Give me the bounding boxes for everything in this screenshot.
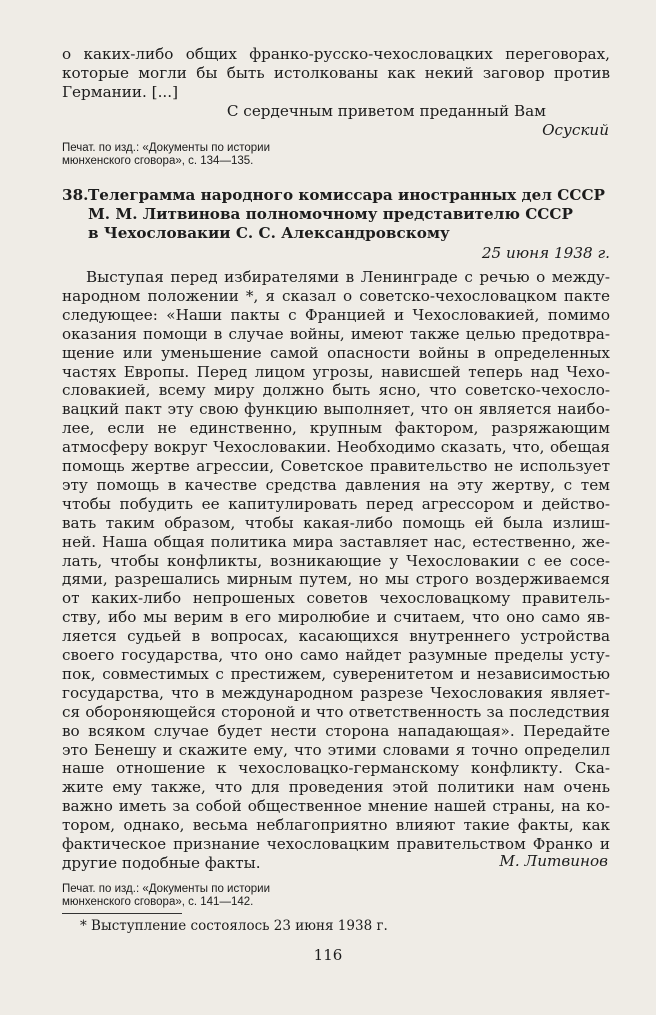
body-line: Выступая перед избирателями в Ленинграде с речью о между- bbox=[86, 268, 610, 286]
body-line: помощь жертве агрессии, Советское правительство не использует bbox=[62, 457, 610, 475]
body-line: от каких-либо непрошеных советов чехословацкому правитель- bbox=[62, 589, 610, 608]
text-line: которые могли бы быть истолкованы как некий заговор против bbox=[62, 64, 610, 82]
page-number: 116 bbox=[313, 946, 343, 964]
body-line: вацкий пакт эту свою функцию выполняет, что он является наибо- bbox=[62, 400, 610, 419]
body-line: другие подобные факты. bbox=[62, 853, 261, 872]
body-line: ляется судьей в вопросах, касающихся внутреннего устройства bbox=[62, 627, 610, 646]
body-line: эту помощь в качестве средства давления на эту жертву, с тем bbox=[62, 475, 610, 494]
text-line: о каких-либо общих франко-русско-чехословацких переговорах, bbox=[62, 45, 610, 63]
body-line: жите ему также, что для проведения этой политики нам очень bbox=[62, 778, 610, 797]
footnote-divider bbox=[62, 913, 182, 914]
body-line: ству, ибо мы верим в его миролюбие и считаем, что оно само яв- bbox=[62, 608, 610, 627]
body-line: своего государства, что оно само найдет разумные пределы усту- bbox=[62, 646, 610, 664]
body-line: тором, однако, весьма неблагоприятно влияют такие факты, как bbox=[62, 816, 610, 835]
body-line: государства, что в международном разрезе Чехословакия являет- bbox=[62, 683, 610, 702]
document-title: Телеграмма народного комиссара иностранных дел СССР bbox=[88, 186, 605, 204]
document-date: 25 июня 1938 г. bbox=[481, 244, 610, 262]
body-line: атмосферу вокруг Чехословакии. Необходимо сказать, что, обещая bbox=[62, 438, 610, 457]
source-citation: Печат. по изд.: «Документы по истории bbox=[62, 883, 270, 895]
body-line: лее, если не единственно, крупным фактором, разряжающим bbox=[62, 419, 610, 438]
body-line: ся обороняющейся стороной и что ответственность за последствия bbox=[62, 702, 610, 721]
footnote: * Выступление состоялось 23 июня 1938 г. bbox=[80, 918, 388, 934]
source-citation: мюнхенского сговора», с. 141—142. bbox=[62, 896, 254, 908]
body-line: лать, чтобы конфликты, возникающие у Чехословакии с ее сосе- bbox=[62, 551, 610, 570]
body-line: щение или уменьшение самой опасности войны в определенных bbox=[62, 343, 610, 362]
body-line: словакией, всему миру должно быть ясно, что советско-чехосло- bbox=[62, 381, 610, 400]
body-line: народном положении *, я сказал о советско-чехословацком пакте bbox=[62, 286, 610, 305]
signature: Осуский bbox=[542, 121, 609, 139]
body-line: это Бенешу и скажите ему, что этими словами я точно определил bbox=[62, 740, 610, 759]
body-line: дями, разрешались мирным путем, но мы строго воздерживаемся bbox=[62, 570, 610, 589]
body-line: важно иметь за собой общественное мнение нашей страны, на ко- bbox=[62, 797, 610, 816]
body-line: вать таким образом, чтобы какая-либо помощь ей была излиш- bbox=[62, 513, 610, 532]
body-line: ней. Наша общая политика мира заставляет нас, естественно, же- bbox=[62, 532, 610, 551]
document-title: в Чехословакии С. С. Александровскому bbox=[88, 224, 450, 242]
body-line: наше отношение к чехословацко-германскому конфликту. Ска- bbox=[62, 759, 610, 778]
body-line: частях Европы. Перед лицом угрозы, нависшей теперь над Чехо- bbox=[62, 362, 610, 381]
body-line: фактическое признание чехословацким правительством Франко и bbox=[62, 835, 610, 853]
source-citation: мюнхенского сговора», с. 134—135. bbox=[62, 155, 254, 167]
body-line: чтобы побудить ее капитулировать перед агрессором и действо- bbox=[62, 494, 610, 513]
signature: М. Литвинов bbox=[499, 852, 608, 870]
body-line: следующее: «Наши пакты с Францией и Чехословакией, помимо bbox=[62, 305, 610, 324]
body-line: оказания помощи в случае войны, имеют также целью предотвра- bbox=[62, 324, 610, 343]
body-line: пок, совместимых с престижем, суверенитетом и независимостью bbox=[62, 664, 610, 683]
text-line: Германии. [...] bbox=[62, 83, 178, 101]
source-citation: Печат. по изд.: «Документы по истории bbox=[62, 142, 270, 154]
document-title: М. М. Литвинова полномочному представителю СССР bbox=[88, 205, 573, 223]
body-line: во всяком случае будет нести сторона нападающая». Передайте bbox=[62, 721, 610, 740]
document-number: 38. bbox=[62, 186, 89, 204]
closing-greeting: С сердечным приветом преданный Вам bbox=[226, 102, 546, 120]
